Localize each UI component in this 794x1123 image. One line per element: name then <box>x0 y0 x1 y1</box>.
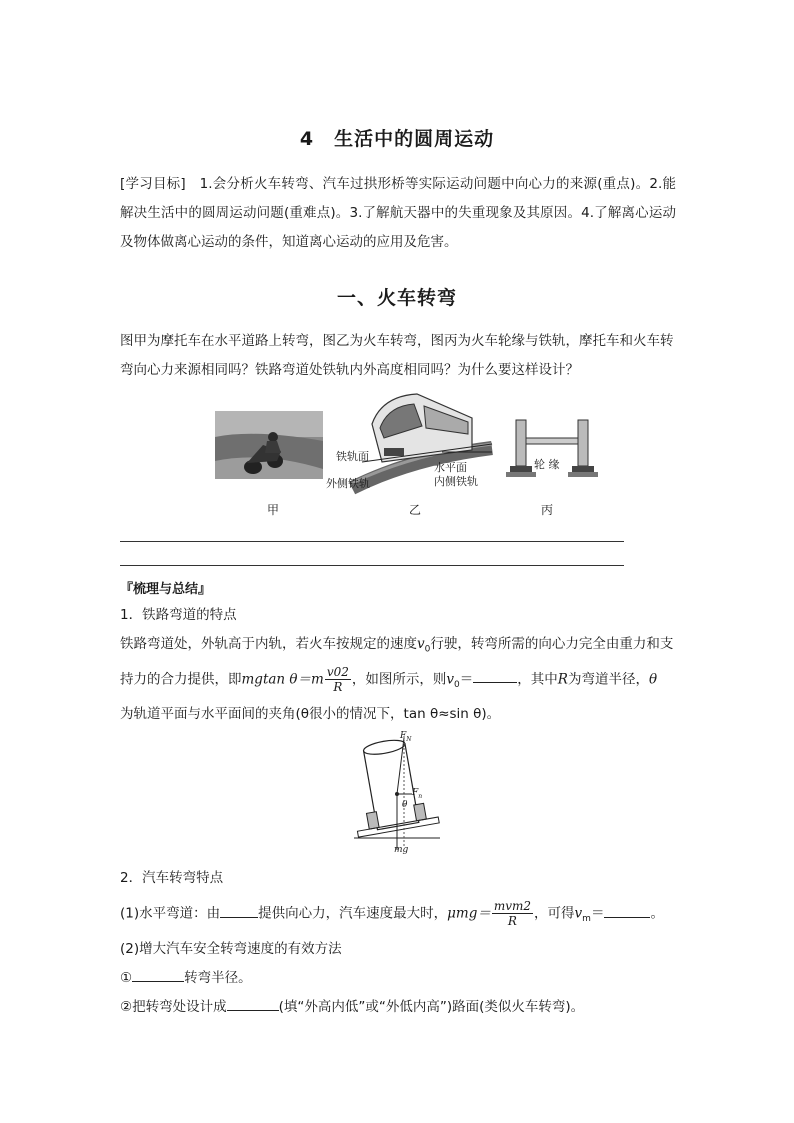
section-heading: 一、火车转弯 <box>336 287 457 309</box>
label-horizontal: 水平面 <box>434 461 467 474</box>
page-title: 4 生活中的圆周运动 <box>299 128 495 150</box>
intro-question: 图甲为摩托车在水平道路上转弯，图乙为火车转弯，图丙为火车轮缘与铁轨，摩托车和火车转弯向心力来源相同吗？铁路弯道处铁轨内外高度相同吗？为什么要这样设计？ <box>120 333 674 378</box>
label-flange: 轮 缘 <box>534 458 560 471</box>
blank-radius[interactable] <box>132 967 184 982</box>
force-diagram <box>352 728 442 858</box>
formula-fraction: $\frac{v02}{R}$ <box>326 664 349 694</box>
label-mg: mg <box>394 845 409 855</box>
wheelset-figure <box>506 414 602 484</box>
p2-line2: (2)增大汽车安全转弯速度的有效方法 <box>120 941 342 957</box>
caption-bing: 丙 <box>541 503 554 517</box>
summary-heading: 『梳理与总结』 <box>120 582 212 597</box>
label-fn-centripetal: $F_n$ <box>412 788 423 800</box>
learning-goals <box>120 170 676 257</box>
answer-line-1[interactable] <box>120 541 624 542</box>
blank-road-design[interactable] <box>227 996 279 1011</box>
motorcycle-photo <box>215 411 323 479</box>
p2-title: 2．汽车转弯特点 <box>120 870 224 886</box>
p2-choice1: ① 转弯半径。 <box>120 964 676 993</box>
figure-row <box>212 408 592 518</box>
answer-line-2[interactable] <box>120 565 624 566</box>
label-fn: $F_N$ <box>400 731 412 743</box>
blank-force-source[interactable] <box>220 903 258 918</box>
caption-yi: 乙 <box>409 503 422 517</box>
goals-text: 1.会分析火车转弯、汽车过拱形桥等实际运动问题中向心力的来源(重点)。2.能解决生活中的圆周运动问题(重难点)。3.了解航天器中的失重现象及其原因。4.了解离心运动及物体做离心运动的条件，知道离心运动的应用及危害。 <box>120 176 676 250</box>
label-theta: θ <box>402 800 408 810</box>
label-rail-surface: 铁轨面 <box>336 450 369 463</box>
p1-title: 1．铁路弯道的特点 <box>120 607 237 623</box>
goals-tag: [学习目标] <box>120 176 186 192</box>
formula-fraction-2: $\frac{\text{mvm2}}{R}$ <box>493 899 532 928</box>
caption-jia: 甲 <box>267 503 280 517</box>
blank-vm[interactable] <box>604 903 650 918</box>
blank-v0[interactable] <box>473 668 517 683</box>
label-outer-rail: 外侧铁轨 <box>326 477 370 490</box>
label-inner-rail: 内侧铁轨 <box>434 475 478 488</box>
p2-choice2: ②把转弯处设计成 (填“外高内低”或“外低内高”)路面(类似火车转弯)。 <box>120 993 676 1022</box>
p2-line1: (1)水平弯道：由 提供向心力，汽车速度最大时，μmg＝ $\frac{\text{mvm2}}{R}$ ，可得$v_m=$ 。 <box>120 899 664 928</box>
p1-paragraph: 铁路弯道处，外轨高于内轨，若火车按规定的速度$v_0$行驶，转弯所需的向心力完全由重力和支持力的合力提供，即mgtan θ＝m $\frac{v02}{R}$ ，如图所示，则$v_0=$ ，其中R为弯道半径，θ 为轨道平面与水平面间的夹角(θ很小的情况下，tan θ≈sin θ)。 <box>120 636 674 722</box>
